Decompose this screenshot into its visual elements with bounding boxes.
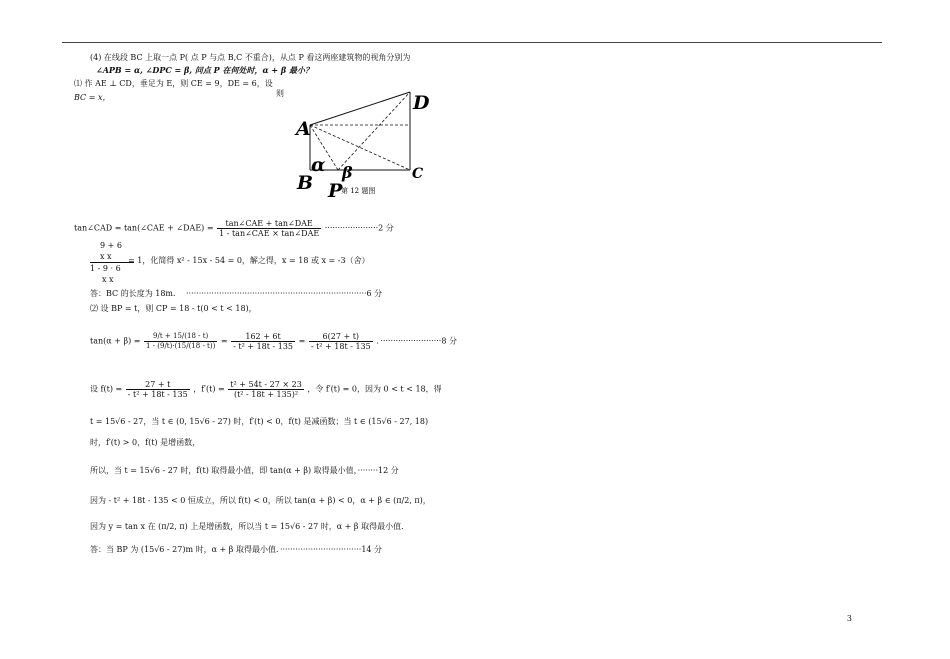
step-6-a: 设 f(t) = [90,384,123,394]
step-6-b: ，f′(t) = [193,384,225,394]
label-beta: β [342,163,353,182]
problem-line-2: ∠APB = α, ∠DPC = β, 问点 P 在何处时，α + β 最小？ [96,65,313,75]
step-3-score: ·······································································6 分 [186,289,383,298]
step-6-g-den: (t² - 18t + 135)² [233,390,299,399]
label-C: C [412,166,424,182]
step-11: 因为 y = tan x 在 (π/2, π) 上是增函数，所以当 t = 15√6 - 27 时，α + β 取得最小值． [90,522,410,531]
step-6-f-den: - t² + 18t - 135 [127,390,188,399]
segment-AD [310,92,410,125]
step-3: 答：BC 的长度为 18m． [90,289,181,298]
label-B: B [297,172,314,194]
step-6 [90,380,442,399]
step-2-top: 9 + 6 [100,241,122,250]
step-1 [74,219,394,238]
step-2-top-den: x x [90,251,134,263]
step-12: 答：当 BP 为 (15√6 - 27)m 时，α + β 取得最小值．································14 分 [90,545,383,554]
step-5-f3-den: - t² + 18t - 135 [310,342,371,351]
step-2-bottom: 1 - 9 · 6 [90,264,121,273]
step-2-bottom-den: x x [102,275,114,284]
step-5-f1-den: 1 - (9/t)·(15/(18 - t)) [146,342,216,350]
step-5: tan(α + β) = $\frac{9/t + 15/(18 - t)}{1 - (9/t)\cdot(15/(18 - t))}$ = $\frac{162 + 6t}{\text{- t² + 18t - 135}}$ = $\frac{6(27 + t)}{\text{- t² + 18t - 135}}$ ．························8 分 [90,332,457,351]
label-A: A [296,118,311,140]
step-5-lhs: tan(α + β) = [90,336,141,346]
figure-caption: 第 12 题图 [341,187,376,195]
step-6-c: ，令 f′(t) = 0，因为 0 < t < 18，得 [307,384,442,394]
step-1-numerator: tan∠CAE + tan∠DAE [217,219,321,229]
header-rule [62,42,882,43]
label-P: P [328,180,343,200]
step-5-f2-den: - t² + 18t - 135 [233,342,294,351]
step-7: t = 15√6 - 27，当 t ∈ (0, 15√6 - 27) 时，f′(t) < 0，f(t) 是减函数；当 t ∈ (15√6 - 27, 18) [90,417,429,426]
label-alpha: α [311,154,326,176]
solution-line-1: ⑴ 作 AE ⊥ CD，垂足为 E，则 CE = 9，DE = 6，设 [74,79,273,88]
problem-line-1: (4) 在线段 BC 上取一点 P( 点 P 与点 B,C 不重合)，从点 P 看这两座建筑物的视角分别为 [90,53,411,62]
step-4: ⑵ 设 BP = t，则 CP = 18 - t(0 < t < 18)， [90,304,257,313]
step-5-f1-num: 9/t + 15/(18 - t) [144,332,217,342]
step-2-rest: = 1，化简得 x² - 15x - 54 = 0，解之得，x = 18 或 x = -3（舍） [128,256,370,265]
solution-line-1b: 则 [276,89,284,98]
step-1-lhs: tan∠CAD = tan(∠CAE + ∠DAE) = [74,223,214,233]
step-6-g-num: t² + 54t - 27 × 23 [230,380,302,389]
geometry-figure [290,85,440,200]
step-5-f2-num: 162 + 6t [231,332,295,342]
step-1-denominator: 1 - tan∠CAE × tan∠DAE [219,229,320,238]
step-8: 时，f′(t) > 0，f(t) 是增函数， [90,438,201,447]
step-1-score: ·····················2 分 [324,223,394,233]
step-5-score: ．························8 分 [376,336,457,346]
step-5-f3-num: 6(27 + t) [309,332,373,342]
page-number: 3 [846,614,852,623]
step-9: 所以，当 t = 15√6 - 27 时，f(t) 取得最小值，即 tan(α + β) 取得最小值，········12 分 [90,466,399,475]
step-10: 因为 - t² + 18t - 135 < 0 恒成立，所以 f(t) < 0，所以 tan(α + β) < 0，α + β ∈ (π/2, π)， [90,496,431,505]
step-6-f-num: 27 + t [126,380,190,390]
label-D: D [413,92,430,114]
solution-line-2: BC = x， [74,93,111,102]
